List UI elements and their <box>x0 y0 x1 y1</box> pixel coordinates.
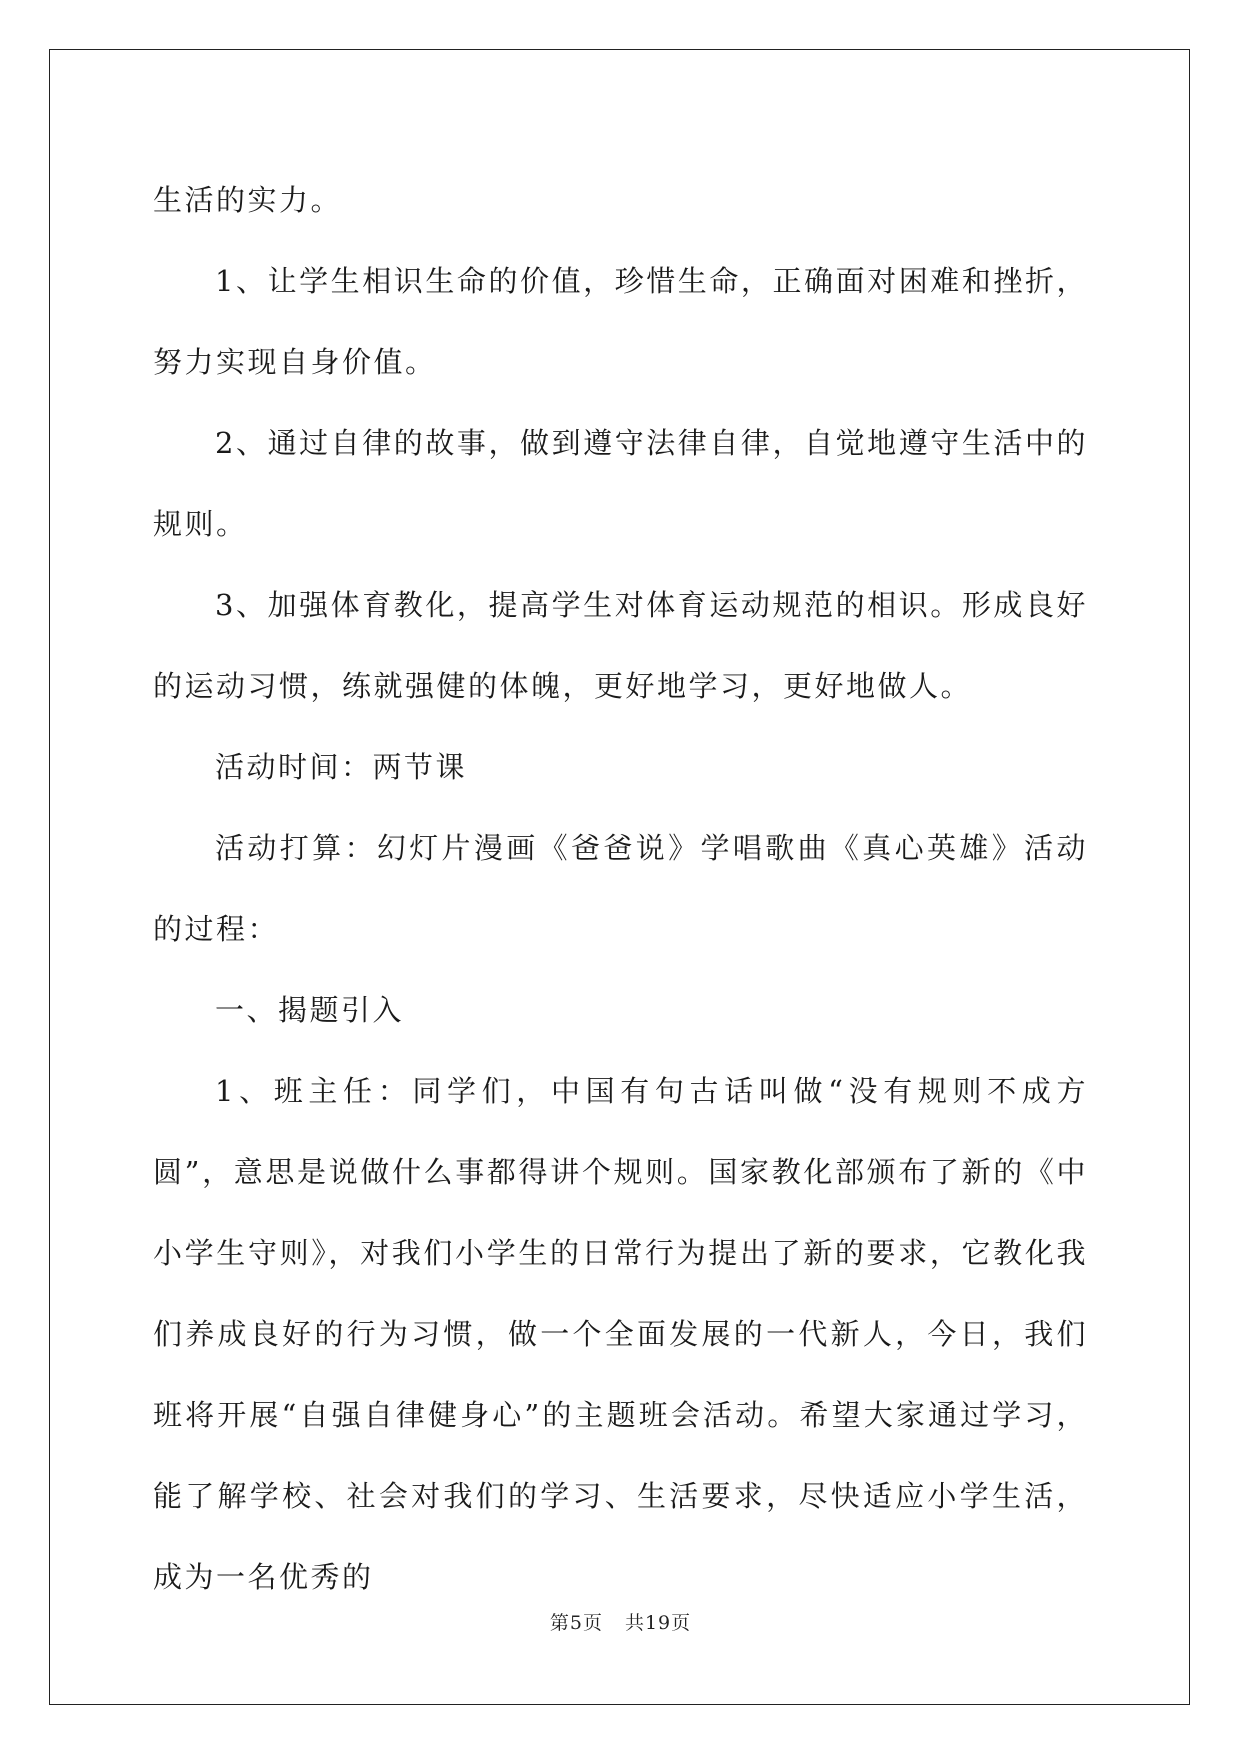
page-footer <box>0 1608 1241 1635</box>
document-body <box>153 160 1088 1618</box>
paragraph: 生活的实力。 <box>153 183 343 217</box>
paragraph: 活动打算：幻灯片漫画《爸爸说》学唱歌曲《真心英雄》活动的过程： <box>153 831 1088 946</box>
page-number: 第5页 <box>549 1612 603 1634</box>
paragraph: 1、班主任：同学们，中国有句古话叫做“没有规则不成方圆”，意思是说做什么事都得讲个规则。国家教化部颁布了新的《中小学生守则》，对我们小学生的日常行为提出了新的要求，它教化我们养成良好的行为习惯，做一个全面发展的一代新人，今日，我们班将开展“自强自律健身心”的主题班会活动。希望大家通过学习，能了解学校、社会对我们的学习、生活要求，尽快适应小学生活，成为一名优秀的 <box>153 1074 1088 1594</box>
paragraph: 活动时间：两节课 <box>215 750 468 784</box>
paragraph: 1、让学生相识生命的价值，珍惜生命，正确面对困难和挫折，努力实现自身价值。 <box>153 264 1088 379</box>
paragraph: 2、通过自律的故事，做到遵守法律自律，自觉地遵守生活中的规则。 <box>153 426 1088 541</box>
paragraph: 一、揭题引入 <box>215 993 405 1027</box>
paragraph: 3、加强体育教化，提高学生对体育运动规范的相识。形成良好的运动习惯，练就强健的体魄，更好地学习，更好地做人。 <box>153 588 1088 703</box>
page-total: 共19页 <box>624 1612 692 1634</box>
